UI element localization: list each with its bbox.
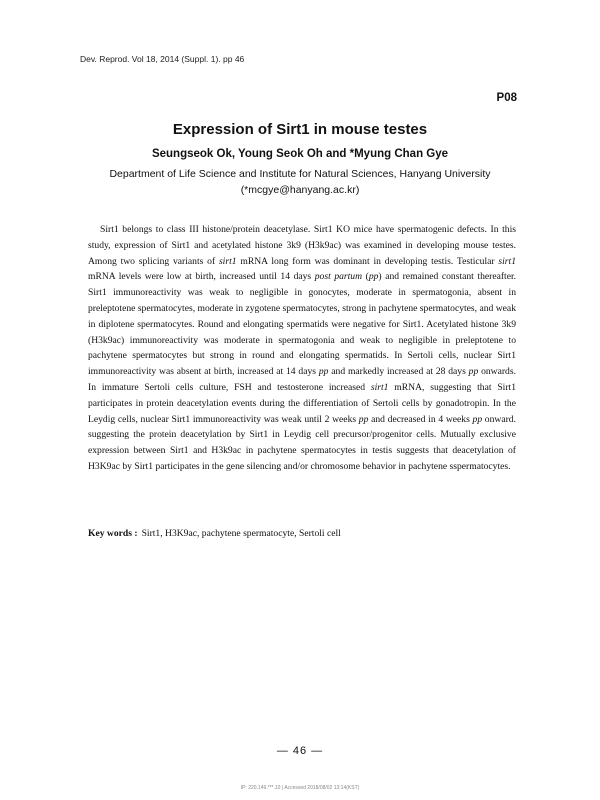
abstract-body [88, 222, 516, 475]
term-pp: pp [472, 413, 483, 425]
abstract-text: ) and remained constant thereafter. Sirt1 immunoreactivity was weak to negligible in gonocytes, moderate in spermatogonia, absent in preleptotene spermatocytes, moderate in zygotene spermatocytes, strong in pachytene spermatocytes, and weak in diplotene spermatocytes. Round and elongating spermatids were negative for Sirt1. Acetylated histone 3k9 (H3k9ac) immunoreactivity was moderate in spermatogonia and weak to negligible in preleptotene to pachytene spermatocytes but strong in round and elongating spermatids. In Sertoli cells, nuclear Sirt1 immunoreactivity was absent at birth, increased at 14 days [88, 271, 517, 378]
affiliation [0, 166, 600, 198]
term-pp: pp [468, 366, 479, 378]
term-pp: pp [368, 271, 379, 283]
term-post-partum: post partum [314, 271, 363, 283]
abstract-text: mRNA, suggesting that Sirt1 participates in protein deacetylation events during the differentiation of Sertoli cells by gonadotropin. In the Leydig cells, nuclear Sirt1 immunoreactivity was weak until 2 weeks [88, 381, 516, 425]
affiliation-institution: Department of Life Science and Institute for Natural Sciences, Hanyang University [109, 168, 491, 180]
abstract-text: onward. suggesting the protein deacetylation by Sirt1 in Leydig cell precursor/progenitor cells. Mutually exclusive expression between Sirt1 and H3k9ac in pachytene spermatocytes in testis suggests that deacetylation of H3K9ac by Sirt1 participates in the gene silencing and/or chromosome behavior in pachytene sspermatocytes. [88, 413, 516, 472]
abstract-text: Sirt1 belongs to class III histone/protein deacetylase. Sirt1 KO mice have spermatogenic defects. In this study, expression of Sirt1 and acetylated histone 3k9 (H3k9ac) was examined in developing mouse testes. Among two splicing variants of [88, 224, 516, 267]
paper-title: Expression of Sirt1 in mouse testes [172, 121, 428, 138]
abstract-text: mRNA long form was dominant in developing testis. Testicular [236, 255, 499, 267]
gene-name: sirt1 [498, 255, 517, 267]
abstract-text: and markedly increased at 28 days [328, 366, 469, 378]
keywords-label: Key words : [88, 528, 138, 539]
paper-id: P08 [496, 92, 517, 104]
page-number: ― 46 ― [276, 745, 324, 757]
abstract-text: mRNA levels were low at birth, increased until 14 days [88, 271, 315, 283]
abstract-text: and decreased in 4 weeks [368, 413, 473, 425]
gene-name: sirt1 [370, 381, 389, 393]
term-pp: pp [318, 366, 329, 378]
abstract-text: ( [362, 271, 369, 283]
abstract-text: onwards. In immature Sertoli cells culture, FSH and testosterone increased [88, 366, 516, 393]
gene-name: sirt1 [218, 255, 237, 267]
access-footer: IP: 220.149.***.10 | Accessed 2018/08/02 13:14(KST) [240, 785, 360, 791]
term-pp: pp [358, 413, 369, 425]
keywords-text: Sirt1, H3K9ac, pachytene spermatocyte, Sertoli cell [141, 528, 341, 539]
keywords [88, 528, 516, 539]
affiliation-email: (*mcgye@hanyang.ac.kr) [240, 184, 360, 196]
author-list: Seungseok Ok, Young Seok Oh and *Myung Chan Gye [151, 148, 449, 160]
journal-citation: Dev. Reprod. Vol 18, 2014 (Suppl. 1). pp 46 [80, 54, 245, 64]
